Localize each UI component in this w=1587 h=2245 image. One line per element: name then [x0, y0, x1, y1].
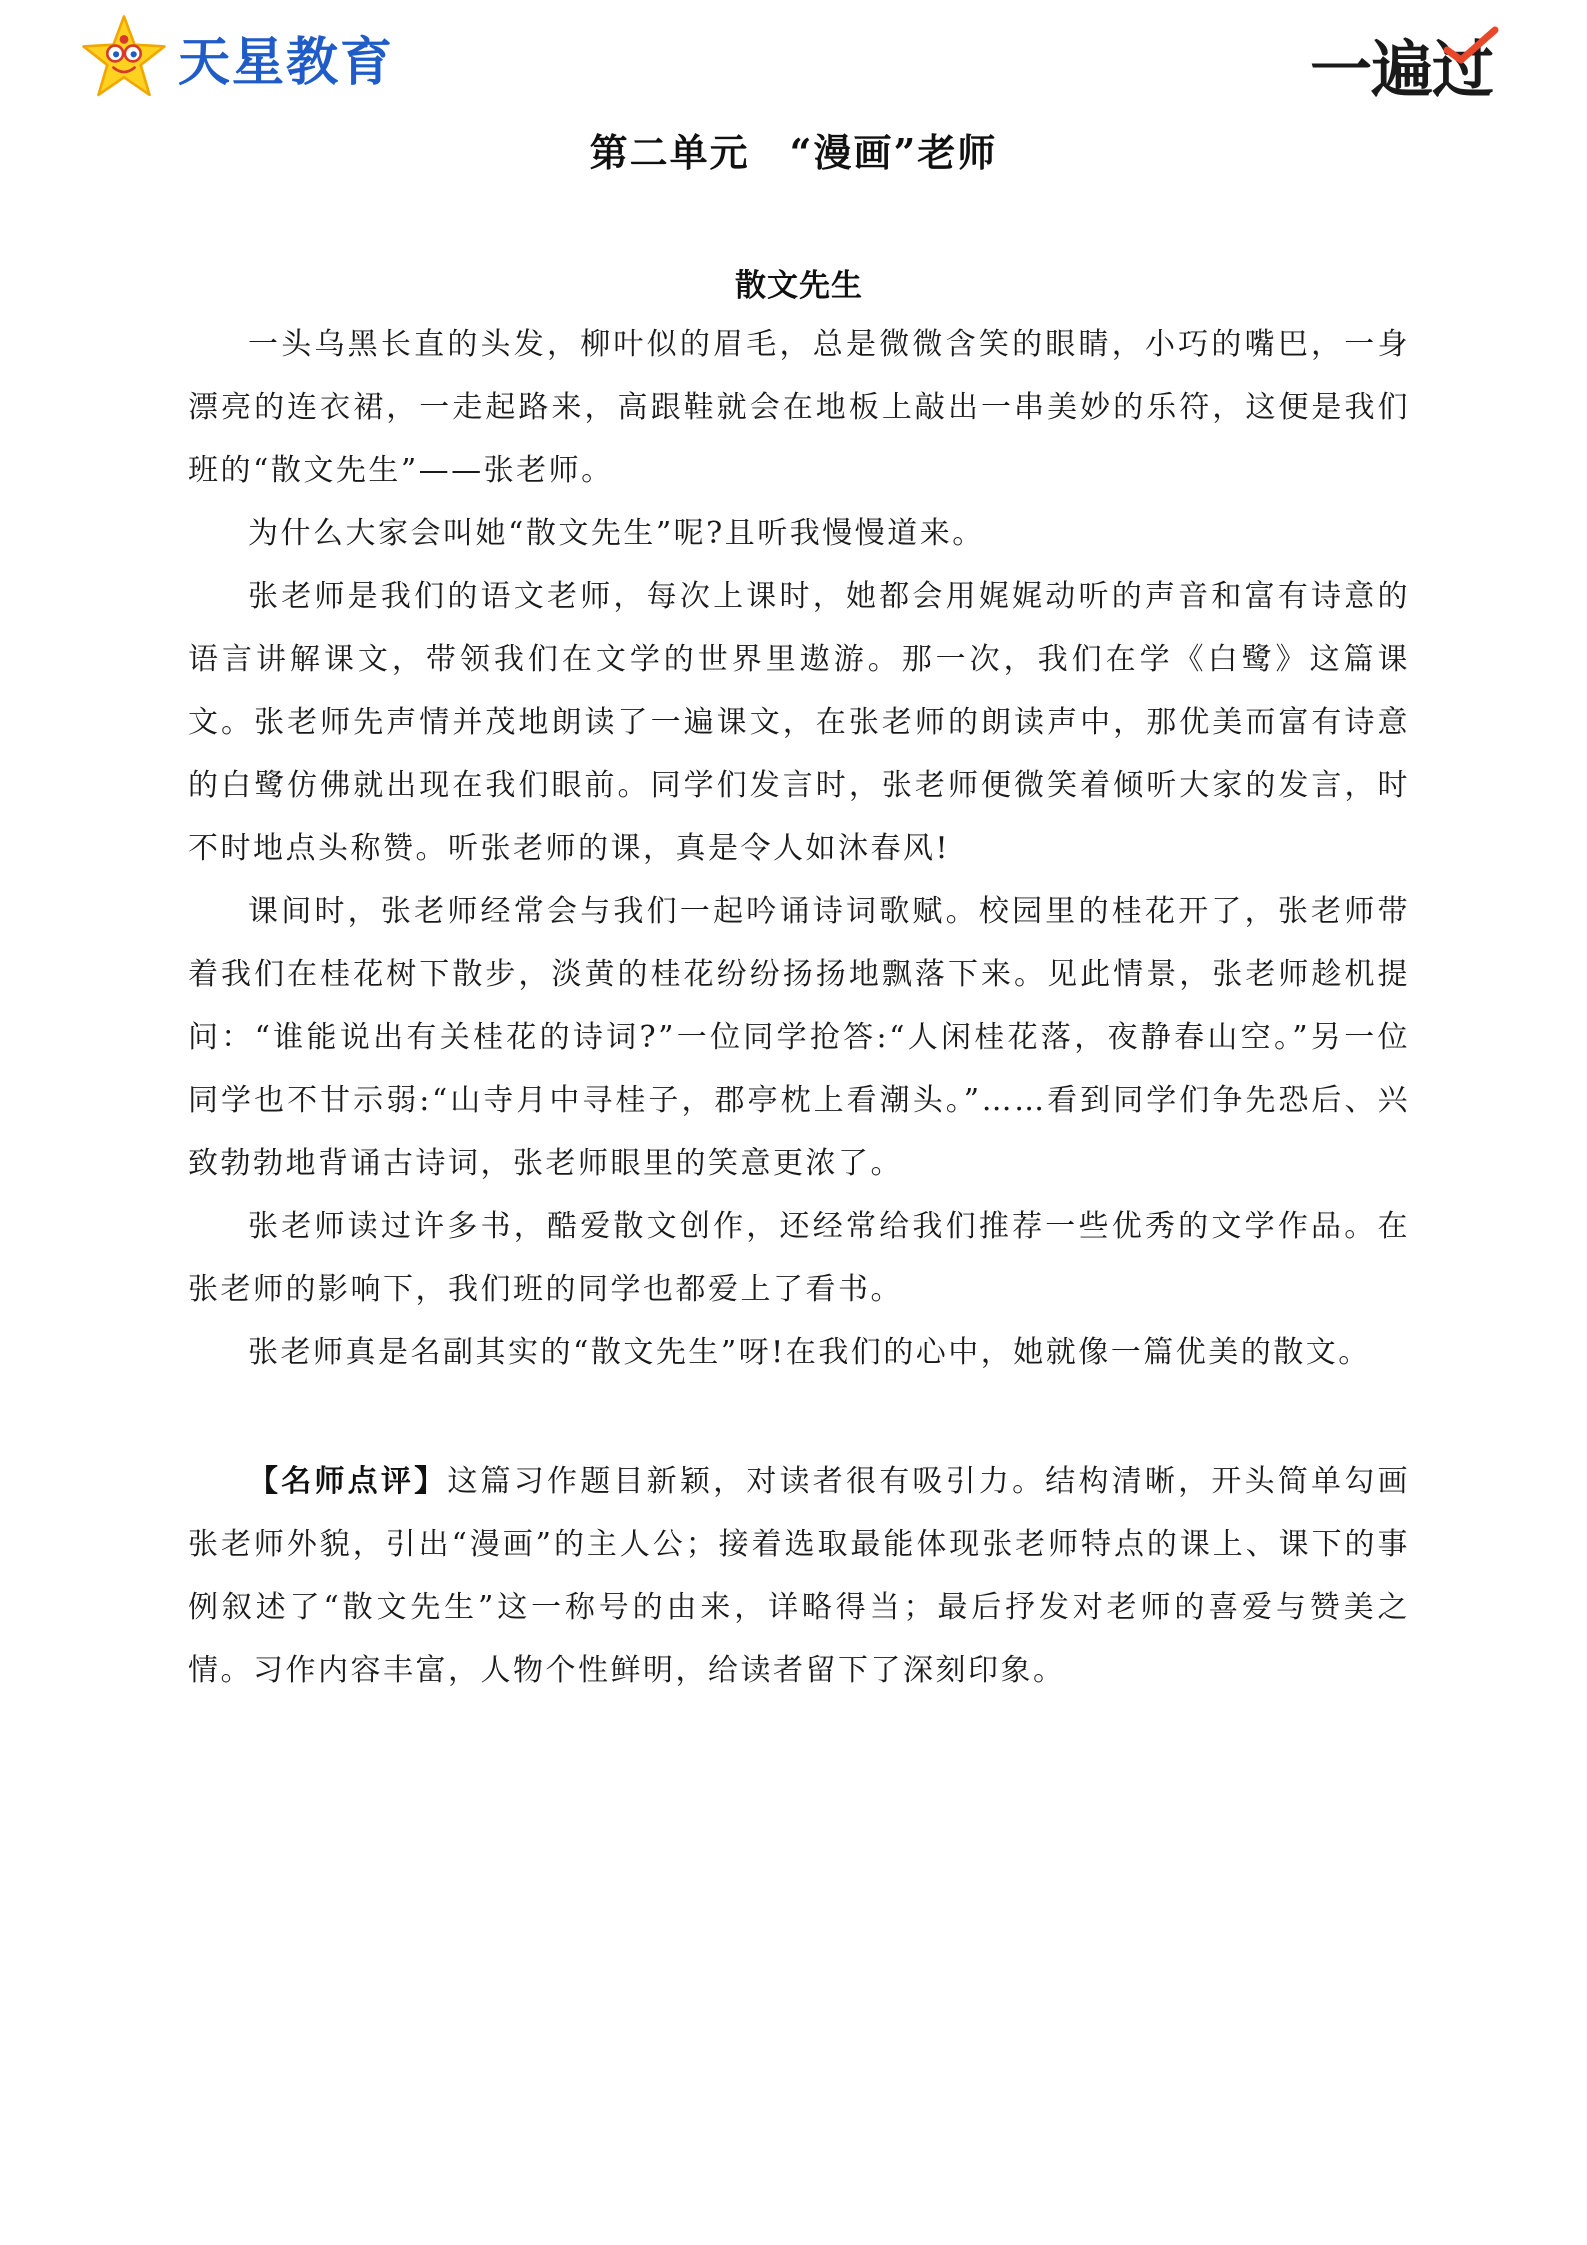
essay-title: 散文先生 [735, 268, 863, 304]
unit-title: 第二单元 “漫画”老师 [589, 130, 998, 175]
check-mark-icon [1443, 26, 1499, 66]
star-mascot-icon [80, 13, 168, 101]
page-header [0, 0, 1587, 110]
essay-paragraph: 为什么大家会叫她“散文先生”呢?且听我慢慢道来。 [248, 516, 985, 551]
essay-paragraph: 一头乌黑长直的头发，柳叶似的眉毛，总是微微含笑的眼睛，小巧的嘴巴，一身漂亮的连衣裙，一走起路来，高跟鞋就会在地板上敲出一串美妙的乐符，这便是我们班的“散文先生”——张老师。 [188, 327, 1410, 488]
yibianguo-logo [1310, 24, 1493, 104]
brand-name: 天星教育 [178, 32, 395, 93]
review-tag: 【名师点评】 [248, 1464, 448, 1499]
yibianguo-logo-text: 一遍过 [1309, 32, 1493, 106]
essay-paragraph: 张老师真是名副其实的“散文先生”呀!在我们的心中，她就像一篇优美的散文。 [248, 1335, 1371, 1370]
essay-paragraph: 张老师读过许多书，酷爱散文创作，还经常给我们推荐一些优秀的文学作品。在张老师的影响下，我们班的同学也都爱上了看书。 [188, 1209, 1410, 1307]
review-text: 这篇习作题目新颖，对读者很有吸引力。结构清晰，开头简单勾画张老师外貌，引出“漫画”的主人公；接着选取最能体现张老师特点的课上、课下的事例叙述了“散文先生”这一称号的由来，详略得当；最后抒发对老师的喜爱与赞美之情。习作内容丰富，人物个性鲜明，给读者留下了深刻印象。 [188, 1464, 1411, 1688]
tianxing-logo [80, 12, 394, 102]
essay-paragraph: 课间时，张老师经常会与我们一起吟诵诗词歌赋。校园里的桂花开了，张老师带着我们在桂花树下散步，淡黄的桂花纷纷扬扬地飘落下来。见此情景，张老师趁机提问：“谁能说出有关桂花的诗词?”一位同学抢答:“人闲桂花落，夜静春山空。”另一位同学也不甘示弱:“山寺月中寻桂子，郡亭枕上看潮头。”……看到同学们争先恐后、兴致勃勃地背诵古诗词，张老师眼里的笑意更浓了。 [188, 894, 1410, 1181]
essay-paragraph: 张老师是我们的语文老师，每次上课时，她都会用娓娓动听的声音和富有诗意的语言讲解课文，带领我们在文学的世界里遨游。那一次，我们在学《白鹭》这篇课文。张老师先声情并茂地朗读了一遍课文，在张老师的朗读声中，那优美而富有诗意的白鹭仿佛就出现在我们眼前。同学们发言时，张老师便微笑着倾听大家的发言，时不时地点头称赞。听张老师的课，真是令人如沐春风! [188, 579, 1410, 866]
teacher-review [188, 1450, 1410, 1702]
essay [188, 260, 1410, 1384]
